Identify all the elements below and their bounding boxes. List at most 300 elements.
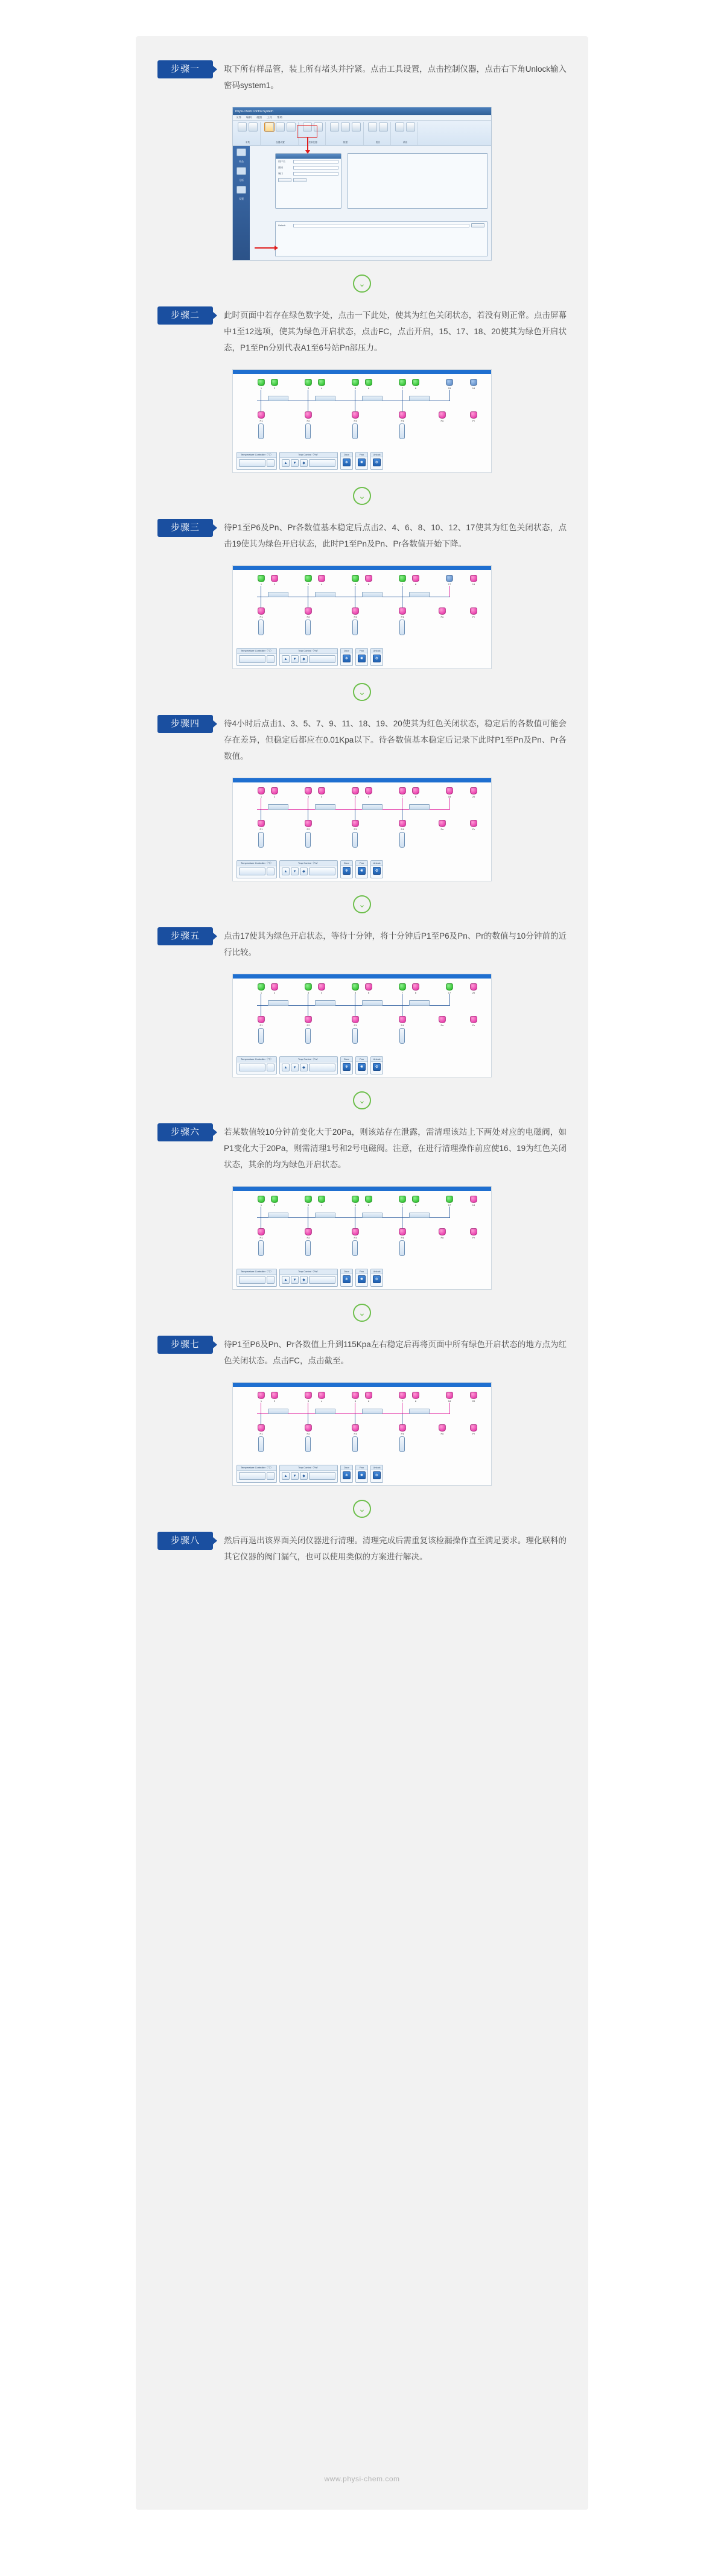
node-label: 3 bbox=[307, 583, 310, 586]
pressure-indicator-pink[interactable] bbox=[258, 1016, 265, 1023]
pressure-node[interactable] bbox=[469, 1016, 478, 1027]
valve-node[interactable] bbox=[469, 575, 478, 586]
menu-file[interactable]: 文件 bbox=[236, 116, 241, 119]
door-icon[interactable]: ❄ bbox=[343, 655, 351, 662]
valve-node[interactable] bbox=[469, 1196, 478, 1207]
door-icon[interactable]: ❄ bbox=[343, 1275, 351, 1283]
pressure-indicator-pink[interactable] bbox=[258, 1424, 265, 1432]
chevron-down-icon: ⌄ bbox=[353, 274, 371, 293]
pressure-node[interactable] bbox=[351, 1016, 360, 1027]
valve-indicator-pink[interactable] bbox=[318, 983, 325, 991]
pressure-indicator-pink[interactable] bbox=[352, 411, 359, 419]
pressure-node[interactable] bbox=[438, 411, 446, 422]
fan-icon[interactable]: ✺ bbox=[358, 655, 366, 662]
pressure-indicator-pink[interactable] bbox=[470, 820, 477, 827]
valve-indicator-pink[interactable] bbox=[412, 983, 419, 991]
chart-icon[interactable] bbox=[341, 122, 350, 132]
trap-button-1[interactable]: ▲ bbox=[282, 1064, 290, 1071]
temperature-value[interactable] bbox=[239, 1276, 265, 1284]
trap-button-2[interactable]: ▼ bbox=[291, 868, 299, 875]
login-ok-button[interactable] bbox=[278, 178, 291, 182]
valve-indicator-green[interactable] bbox=[258, 379, 265, 386]
valve-indicator-pink[interactable] bbox=[365, 983, 372, 991]
fan-icon[interactable]: ✺ bbox=[358, 1471, 366, 1479]
lock-icon[interactable]: ⚙ bbox=[373, 458, 381, 466]
report-icon[interactable] bbox=[368, 122, 377, 132]
fan-icon[interactable]: ✺ bbox=[358, 1063, 366, 1071]
pressure-indicator-pink[interactable] bbox=[439, 1228, 446, 1236]
valve-indicator-blue[interactable] bbox=[470, 379, 477, 386]
valve-indicator-pink[interactable] bbox=[271, 983, 278, 991]
temperature-value[interactable] bbox=[239, 1064, 265, 1071]
menu-help[interactable]: 帮助 bbox=[277, 116, 282, 119]
pressure-node[interactable] bbox=[469, 1228, 478, 1239]
pressure-node[interactable] bbox=[438, 1228, 446, 1239]
pressure-indicator-pink[interactable] bbox=[399, 1424, 406, 1432]
acquire-icon[interactable] bbox=[238, 122, 247, 132]
scada-canvas bbox=[233, 979, 491, 1077]
valve-node[interactable] bbox=[364, 575, 373, 586]
valve-indicator-green[interactable] bbox=[412, 1196, 419, 1203]
annotation-box-tools bbox=[297, 125, 317, 138]
valve-indicator-green[interactable] bbox=[318, 1196, 325, 1203]
valve-node[interactable] bbox=[351, 787, 360, 798]
pressure-node[interactable] bbox=[351, 1228, 360, 1239]
valve-indicator-pink[interactable] bbox=[412, 575, 419, 582]
pressure-indicator-pink[interactable] bbox=[258, 608, 265, 615]
valve-node[interactable] bbox=[257, 575, 265, 586]
config-icon[interactable] bbox=[287, 122, 296, 132]
pressure-node[interactable] bbox=[257, 1016, 265, 1027]
valve-node[interactable] bbox=[317, 575, 326, 586]
pressure-indicator-pink[interactable] bbox=[352, 1016, 359, 1023]
valve-indicator-green[interactable] bbox=[446, 1196, 453, 1203]
valve-indicator-pink[interactable] bbox=[412, 1392, 419, 1399]
pressure-node[interactable] bbox=[304, 608, 313, 618]
temperature-set-button[interactable] bbox=[267, 1472, 275, 1480]
stop-icon[interactable] bbox=[249, 122, 258, 132]
valve-node[interactable] bbox=[270, 1196, 279, 1207]
valve-node[interactable] bbox=[445, 1196, 454, 1207]
pressure-indicator-pink[interactable] bbox=[470, 1424, 477, 1432]
valve-indicator-pink[interactable] bbox=[446, 787, 453, 795]
valve-indicator-green[interactable] bbox=[271, 379, 278, 386]
pressure-node[interactable] bbox=[257, 411, 265, 422]
user-icon[interactable] bbox=[395, 122, 404, 132]
trap-button-2[interactable]: ▼ bbox=[291, 655, 299, 663]
valve-node[interactable] bbox=[270, 575, 279, 586]
door-icon[interactable]: ❄ bbox=[343, 867, 351, 875]
pressure-node[interactable] bbox=[304, 1424, 313, 1435]
pressure-indicator-pink[interactable] bbox=[399, 411, 406, 419]
node-label: P1 bbox=[259, 1024, 263, 1027]
valve-indicator-green[interactable] bbox=[305, 1196, 312, 1203]
panel-door bbox=[340, 1269, 353, 1287]
login-cancel-button[interactable] bbox=[293, 178, 306, 182]
login-input-port[interactable] bbox=[293, 172, 338, 176]
pressure-node[interactable] bbox=[257, 820, 265, 831]
pressure-node[interactable] bbox=[398, 1016, 407, 1027]
login-input-password[interactable] bbox=[293, 166, 338, 170]
trap-button-1[interactable]: ▲ bbox=[282, 868, 290, 875]
valve-node[interactable] bbox=[317, 379, 326, 390]
panel-fan bbox=[355, 860, 368, 878]
pressure-node[interactable] bbox=[469, 608, 478, 618]
valve-node[interactable] bbox=[469, 379, 478, 390]
valve-node[interactable] bbox=[398, 575, 407, 586]
pressure-indicator-pink[interactable] bbox=[470, 608, 477, 615]
node-label: 1 bbox=[260, 991, 262, 994]
pressure-node[interactable] bbox=[469, 411, 478, 422]
pressure-indicator-pink[interactable] bbox=[258, 1228, 265, 1236]
valve-node[interactable] bbox=[317, 1392, 326, 1403]
trap-value[interactable] bbox=[309, 868, 335, 875]
temperature-set-button[interactable] bbox=[267, 868, 275, 875]
menu-tools[interactable]: 工具 bbox=[267, 116, 272, 119]
valve-indicator-pink[interactable] bbox=[318, 575, 325, 582]
pressure-node[interactable] bbox=[351, 1424, 360, 1435]
door-icon[interactable]: ❄ bbox=[343, 1063, 351, 1071]
pressure-node[interactable] bbox=[304, 1016, 313, 1027]
panel-temperature-controller bbox=[237, 648, 277, 666]
temperature-set-button[interactable] bbox=[267, 1276, 275, 1284]
temperature-value[interactable] bbox=[239, 1472, 265, 1480]
trap-value[interactable] bbox=[309, 1276, 335, 1284]
valve-node[interactable] bbox=[364, 379, 373, 390]
valve-indicator-pink[interactable] bbox=[470, 787, 477, 795]
pressure-node[interactable] bbox=[438, 608, 446, 618]
pressure-indicator-pink[interactable] bbox=[399, 820, 406, 827]
pressure-node[interactable] bbox=[438, 1016, 446, 1027]
valve-node[interactable] bbox=[351, 379, 360, 390]
valve-indicator-green[interactable] bbox=[399, 379, 406, 386]
valve-node[interactable] bbox=[411, 1392, 420, 1403]
pressure-node[interactable] bbox=[351, 820, 360, 831]
unlock-button[interactable] bbox=[471, 223, 484, 227]
valve-node[interactable] bbox=[411, 787, 420, 798]
valve-indicator-green[interactable] bbox=[305, 983, 312, 991]
pressure-indicator-pink[interactable] bbox=[305, 411, 312, 419]
valve-indicator-pink[interactable] bbox=[365, 575, 372, 582]
temperature-value[interactable] bbox=[239, 655, 265, 663]
valve-node[interactable] bbox=[304, 379, 313, 390]
valve-node[interactable] bbox=[317, 787, 326, 798]
pressure-indicator-pink[interactable] bbox=[439, 608, 446, 615]
pressure-indicator-pink[interactable] bbox=[305, 1016, 312, 1023]
valve-indicator-green[interactable] bbox=[352, 379, 359, 386]
valve-node[interactable] bbox=[257, 379, 265, 390]
valve-node[interactable] bbox=[351, 1392, 360, 1403]
trap-button-3[interactable]: ◆ bbox=[300, 1472, 308, 1480]
valve-indicator-pink[interactable] bbox=[470, 1392, 477, 1399]
lock-icon[interactable]: ⚙ bbox=[373, 1275, 381, 1283]
valve-node[interactable] bbox=[445, 787, 454, 798]
trap-button-3[interactable]: ◆ bbox=[300, 459, 308, 467]
valve-node[interactable] bbox=[270, 1392, 279, 1403]
valve-node[interactable] bbox=[351, 575, 360, 586]
valve-indicator-green[interactable] bbox=[399, 1196, 406, 1203]
valve-indicator-blue[interactable] bbox=[446, 575, 453, 582]
valve-indicator-green[interactable] bbox=[258, 1196, 265, 1203]
sidebar-sample-icon[interactable] bbox=[237, 148, 246, 156]
valve-indicator-pink[interactable] bbox=[470, 575, 477, 582]
valve-indicator-pink[interactable] bbox=[365, 1392, 372, 1399]
pressure-indicator-pink[interactable] bbox=[439, 1424, 446, 1432]
pressure-node[interactable] bbox=[304, 411, 313, 422]
valve-node[interactable] bbox=[364, 983, 373, 994]
door-icon[interactable]: ❄ bbox=[343, 1471, 351, 1479]
pressure-node[interactable] bbox=[398, 1228, 407, 1239]
valve-indicator-green[interactable] bbox=[352, 575, 359, 582]
valve-indicator-green[interactable] bbox=[399, 575, 406, 582]
panel-body bbox=[371, 1470, 383, 1480]
gear-icon[interactable] bbox=[406, 122, 415, 132]
trap-button-1[interactable]: ▲ bbox=[282, 655, 290, 663]
lock-icon[interactable]: ⚙ bbox=[373, 655, 381, 662]
valve-indicator-pink[interactable] bbox=[365, 787, 372, 795]
valve-node[interactable] bbox=[445, 575, 454, 586]
pressure-node[interactable] bbox=[304, 820, 313, 831]
ribbon-label-acquire: 采集 bbox=[245, 141, 250, 144]
menu-edit[interactable]: 编辑 bbox=[246, 116, 252, 119]
valve-indicator-pink[interactable] bbox=[305, 787, 312, 795]
valve-indicator-blue[interactable] bbox=[446, 379, 453, 386]
valve-node[interactable] bbox=[364, 1196, 373, 1207]
pressure-node[interactable] bbox=[398, 820, 407, 831]
valve-indicator-pink[interactable] bbox=[352, 787, 359, 795]
valve-node[interactable] bbox=[411, 575, 420, 586]
valve-indicator-pink[interactable] bbox=[318, 1392, 325, 1399]
trap-button-3[interactable]: ◆ bbox=[300, 868, 308, 875]
fan-icon[interactable]: ✺ bbox=[358, 458, 366, 466]
pressure-indicator-pink[interactable] bbox=[399, 608, 406, 615]
node-label: 1 bbox=[260, 1204, 262, 1207]
valve-node[interactable] bbox=[257, 787, 265, 798]
pressure-indicator-pink[interactable] bbox=[352, 608, 359, 615]
table-icon[interactable] bbox=[330, 122, 339, 132]
pressure-indicator-pink[interactable] bbox=[352, 1228, 359, 1236]
panel-title: Door bbox=[341, 649, 352, 653]
panel-temperature-controller bbox=[237, 1465, 277, 1483]
valve-indicator-pink[interactable] bbox=[271, 1392, 278, 1399]
pressure-node[interactable] bbox=[257, 1228, 265, 1239]
pressure-indicator-pink[interactable] bbox=[399, 1016, 406, 1023]
valve-node[interactable] bbox=[411, 1196, 420, 1207]
node-label: 5 bbox=[354, 795, 357, 798]
valve-indicator-green[interactable] bbox=[305, 575, 312, 582]
valve-indicator-pink[interactable] bbox=[446, 1392, 453, 1399]
pressure-node[interactable] bbox=[438, 1424, 446, 1435]
pressure-node[interactable] bbox=[438, 820, 446, 831]
pressure-indicator-pink[interactable] bbox=[258, 411, 265, 419]
menu-view[interactable]: 视图 bbox=[256, 116, 262, 119]
unlock-input[interactable] bbox=[293, 224, 469, 227]
node-label: 4 bbox=[320, 387, 323, 390]
trap-button-2[interactable]: ▼ bbox=[291, 1472, 299, 1480]
valve-node[interactable] bbox=[445, 1392, 454, 1403]
valve-indicator-pink[interactable] bbox=[258, 787, 265, 795]
login-input-user[interactable] bbox=[293, 160, 338, 163]
valve-node[interactable] bbox=[364, 787, 373, 798]
pressure-indicator-pink[interactable] bbox=[305, 820, 312, 827]
valve-node[interactable] bbox=[270, 379, 279, 390]
trap-button-3[interactable]: ◆ bbox=[300, 1276, 308, 1284]
sidebar-analysis-icon[interactable] bbox=[237, 167, 246, 175]
valve-node[interactable] bbox=[445, 379, 454, 390]
pressure-indicator-pink[interactable] bbox=[439, 820, 446, 827]
valve-indicator-green[interactable] bbox=[352, 983, 359, 991]
panel-door bbox=[340, 1465, 353, 1483]
valve-node[interactable] bbox=[351, 983, 360, 994]
valve-indicator-pink[interactable] bbox=[305, 1392, 312, 1399]
pressure-node[interactable] bbox=[257, 1424, 265, 1435]
valve-node[interactable] bbox=[469, 787, 478, 798]
panel-fan bbox=[355, 1269, 368, 1287]
valve-node[interactable] bbox=[351, 1196, 360, 1207]
valve-node[interactable] bbox=[270, 983, 279, 994]
pressure-node[interactable] bbox=[398, 608, 407, 618]
valve-node[interactable] bbox=[411, 983, 420, 994]
valve-indicator-pink[interactable] bbox=[470, 1196, 477, 1203]
trap-button-1[interactable]: ▲ bbox=[282, 1472, 290, 1480]
trap-value[interactable] bbox=[309, 459, 335, 467]
valve-node[interactable] bbox=[270, 787, 279, 798]
valve-indicator-green[interactable] bbox=[446, 983, 453, 991]
valve-indicator-pink[interactable] bbox=[399, 1392, 406, 1399]
valve-node[interactable] bbox=[257, 1196, 265, 1207]
node-label: Pr bbox=[472, 419, 475, 422]
valve-indicator-green[interactable] bbox=[258, 575, 265, 582]
instrument-settings-icon[interactable] bbox=[265, 122, 274, 132]
pressure-node[interactable] bbox=[398, 411, 407, 422]
pressure-indicator-pink[interactable] bbox=[439, 1016, 446, 1023]
trap-button-2[interactable]: ▼ bbox=[291, 1276, 299, 1284]
pressure-indicator-pink[interactable] bbox=[305, 1424, 312, 1432]
login-label-port: 端口 bbox=[278, 172, 283, 175]
valve-node[interactable] bbox=[257, 1392, 265, 1403]
pressure-indicator-pink[interactable] bbox=[470, 1228, 477, 1236]
lock-icon[interactable]: ⚙ bbox=[373, 867, 381, 875]
valve-node[interactable] bbox=[304, 575, 313, 586]
pressure-indicator-pink[interactable] bbox=[399, 1228, 406, 1236]
trap-value[interactable] bbox=[309, 1472, 335, 1480]
valve-indicator-pink[interactable] bbox=[399, 787, 406, 795]
pressure-node[interactable] bbox=[469, 1424, 478, 1435]
valve-indicator-pink[interactable] bbox=[258, 1392, 265, 1399]
trap-button-1[interactable]: ▲ bbox=[282, 459, 290, 467]
print-icon[interactable] bbox=[379, 122, 388, 132]
trap-button-3[interactable]: ◆ bbox=[300, 1064, 308, 1071]
valve-node[interactable] bbox=[304, 787, 313, 798]
valve-node[interactable] bbox=[469, 1392, 478, 1403]
pressure-indicator-pink[interactable] bbox=[352, 1424, 359, 1432]
sidebar-settings-icon[interactable] bbox=[237, 186, 246, 194]
temperature-set-button[interactable] bbox=[267, 459, 275, 467]
valve-node[interactable] bbox=[317, 1196, 326, 1207]
valve-indicator-pink[interactable] bbox=[271, 787, 278, 795]
valve-indicator-pink[interactable] bbox=[352, 1392, 359, 1399]
valve-indicator-pink[interactable] bbox=[271, 575, 278, 582]
valve-indicator-pink[interactable] bbox=[318, 787, 325, 795]
door-icon[interactable]: ❄ bbox=[343, 458, 351, 466]
valve-indicator-pink[interactable] bbox=[412, 787, 419, 795]
trap-value[interactable] bbox=[309, 1064, 335, 1071]
valve-indicator-green[interactable] bbox=[305, 379, 312, 386]
pressure-indicator-pink[interactable] bbox=[305, 608, 312, 615]
node-label: P3 bbox=[354, 615, 357, 618]
step-separator-6 bbox=[157, 1290, 567, 1336]
pressure-indicator-pink[interactable] bbox=[439, 411, 446, 419]
valve-indicator-green[interactable] bbox=[399, 983, 406, 991]
pressure-node[interactable] bbox=[351, 411, 360, 422]
pressure-node[interactable] bbox=[469, 820, 478, 831]
step-badge-3: 步骤三 bbox=[157, 519, 213, 537]
valve-node[interactable] bbox=[317, 983, 326, 994]
temperature-set-button[interactable] bbox=[267, 1064, 275, 1071]
fan-icon[interactable]: ✺ bbox=[358, 867, 366, 875]
valve-indicator-green[interactable] bbox=[271, 1196, 278, 1203]
valve-indicator-green[interactable] bbox=[365, 379, 372, 386]
valve-node[interactable] bbox=[257, 983, 265, 994]
valve-indicator-green[interactable] bbox=[258, 983, 265, 991]
pressure-node[interactable] bbox=[351, 608, 360, 618]
valve-node[interactable] bbox=[411, 379, 420, 390]
valve-node[interactable] bbox=[469, 983, 478, 994]
trap-value[interactable] bbox=[309, 655, 335, 663]
fan-icon[interactable]: ✺ bbox=[358, 1275, 366, 1283]
valve-node[interactable] bbox=[304, 1196, 313, 1207]
valve-node[interactable] bbox=[304, 1392, 313, 1403]
step-header-1 bbox=[157, 60, 567, 94]
pressure-indicator-pink[interactable] bbox=[258, 820, 265, 827]
valve-node[interactable] bbox=[398, 983, 407, 994]
valve-indicator-pink[interactable] bbox=[470, 983, 477, 991]
valve-indicator-green[interactable] bbox=[318, 379, 325, 386]
valve-node[interactable] bbox=[398, 787, 407, 798]
pressure-node[interactable] bbox=[398, 1424, 407, 1435]
scada-diagram-5 bbox=[232, 974, 492, 1077]
temperature-set-button[interactable] bbox=[267, 655, 275, 663]
lock-icon[interactable]: ⚙ bbox=[373, 1063, 381, 1071]
valve-node[interactable] bbox=[398, 1196, 407, 1207]
valve-node[interactable] bbox=[304, 983, 313, 994]
temperature-value[interactable] bbox=[239, 459, 265, 467]
pressure-node[interactable] bbox=[304, 1228, 313, 1239]
temperature-value[interactable] bbox=[239, 868, 265, 875]
trap-button-2[interactable]: ▼ bbox=[291, 459, 299, 467]
valve-indicator-green[interactable] bbox=[412, 379, 419, 386]
pressure-indicator-pink[interactable] bbox=[470, 1016, 477, 1023]
lock-icon[interactable]: ⚙ bbox=[373, 1471, 381, 1479]
valve-node[interactable] bbox=[445, 983, 454, 994]
calibrate-icon[interactable] bbox=[276, 122, 285, 132]
valve-node[interactable] bbox=[398, 1392, 407, 1403]
trap-button-2[interactable]: ▼ bbox=[291, 1064, 299, 1071]
pressure-indicator-pink[interactable] bbox=[470, 411, 477, 419]
pressure-indicator-pink[interactable] bbox=[305, 1228, 312, 1236]
valve-indicator-green[interactable] bbox=[365, 1196, 372, 1203]
column-tank bbox=[258, 832, 264, 848]
valve-node[interactable] bbox=[398, 379, 407, 390]
meter-display bbox=[268, 1000, 288, 1006]
trap-button-1[interactable]: ▲ bbox=[282, 1276, 290, 1284]
pressure-indicator-pink[interactable] bbox=[352, 820, 359, 827]
export-icon[interactable] bbox=[352, 122, 361, 132]
trap-button-3[interactable]: ◆ bbox=[300, 655, 308, 663]
pressure-node[interactable] bbox=[257, 608, 265, 618]
valve-node[interactable] bbox=[364, 1392, 373, 1403]
valve-indicator-green[interactable] bbox=[352, 1196, 359, 1203]
